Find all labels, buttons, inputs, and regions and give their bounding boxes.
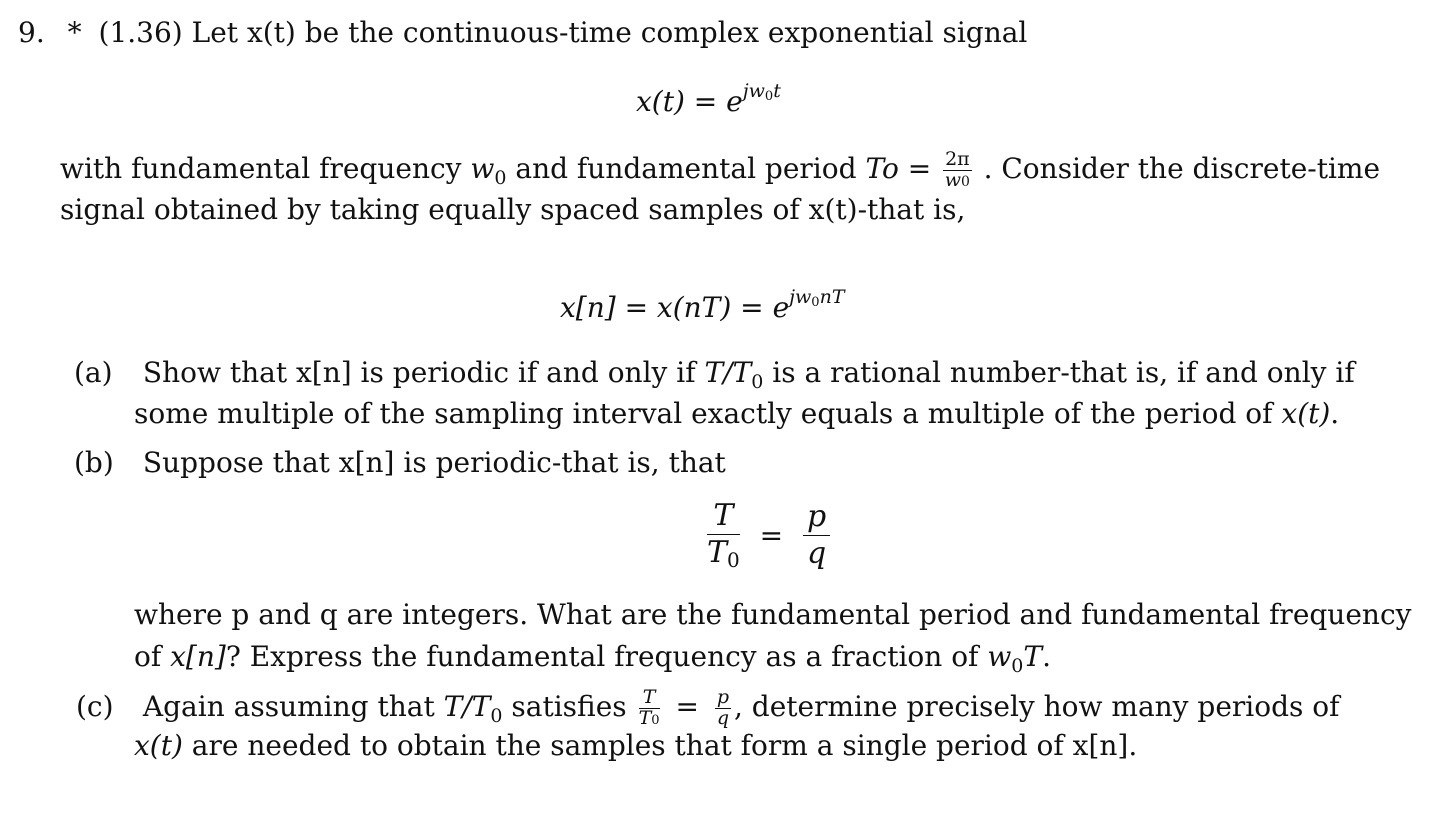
part-b-period-mark: . — [1042, 640, 1051, 673]
equation-xt-exponent — [743, 80, 781, 102]
part-b-w: w — [987, 640, 1012, 673]
equation-xn-exponent — [789, 286, 844, 308]
part-b-equals: = — [759, 518, 784, 552]
equation-xn — [560, 280, 845, 325]
part-c-frac1-den-t: T — [638, 706, 652, 729]
equation-xt — [636, 74, 781, 119]
part-c-satisfies: satisfies — [511, 689, 627, 723]
problem-intro: Let x(t) be the continuous-time complex exponential signal — [191, 16, 1028, 49]
part-b-frac2-den: q — [807, 535, 827, 571]
part-c-frac1-den-sub: 0 — [651, 712, 660, 728]
part-b-xn: x[n] — [170, 640, 226, 673]
equation-xn-lhs: x[n] = x(nT) = — [560, 291, 764, 324]
part-a-ratio — [704, 356, 764, 393]
part-c-line2 — [134, 729, 1137, 763]
part-b-frac1-den-sub: 0 — [727, 547, 740, 572]
part-b-equation — [704, 500, 833, 571]
part-a-line2-text: some multiple of the sampling interval exactly equals a multiple of the period of — [134, 397, 1273, 430]
period-fraction — [943, 150, 972, 191]
part-c-frac1-den — [638, 706, 660, 729]
equation-xn-exp: jw — [789, 286, 812, 308]
period-fraction-den-w: w — [944, 168, 962, 191]
part-b-frac1-num: T — [707, 500, 740, 535]
equation-xn-exp-tail: nT — [819, 286, 845, 308]
part-b-line2: where p and q are integers. What are the fundamental period and fundamental frequency — [134, 598, 1412, 631]
part-a-text-pre: Show that x[n] is periodic if and only if — [142, 356, 696, 389]
part-c-frac2-den: q — [716, 706, 729, 729]
part-a-xt: x(t) — [1281, 397, 1331, 430]
part-b-line1 — [74, 446, 726, 480]
part-b-w0t — [987, 640, 1043, 677]
part-b-of: of — [134, 640, 162, 673]
part-c-xt: x(t) — [134, 729, 183, 762]
equation-xt-base: e — [726, 85, 743, 118]
period-fraction-den-sub: 0 — [961, 173, 970, 190]
to-symbol: To = — [865, 151, 932, 185]
w0-sub: 0 — [494, 166, 507, 189]
part-a-line1 — [74, 356, 1355, 399]
problem-header — [18, 16, 1027, 50]
part-b-frac2-num: p — [803, 501, 830, 536]
fundamental-frequency-line — [60, 150, 1380, 195]
part-c-line2-text: are needed to obtain the samples that form a single period of x[n]. — [191, 729, 1138, 762]
part-a-ratio-math: T/T — [704, 356, 752, 389]
part-c-text-pre: Again assuming that — [142, 689, 435, 723]
part-c-frac1-num: T — [639, 688, 660, 709]
part-c-ratio-sub: 0 — [490, 704, 503, 727]
part-b-T: T — [1023, 640, 1043, 673]
part-c-frac2-num: p — [716, 686, 729, 708]
period-fraction-numerator: 2π — [945, 148, 970, 170]
part-a-period: . — [1330, 397, 1340, 430]
signal-obtained-line: signal obtained by taking equally spaced samples of x(t)-that is, — [60, 193, 966, 226]
problem-number: 9. — [18, 16, 45, 49]
part-c-text-post: , determine precisely how many periods of — [734, 689, 1340, 723]
part-a-ratio-sub: 0 — [751, 371, 764, 393]
text-fundamental-period: and fundamental period — [515, 151, 857, 185]
part-b-frac1-den — [707, 535, 740, 571]
problem-star: * — [67, 16, 82, 49]
equation-xt-exp: jw — [742, 80, 765, 102]
part-a-line2 — [134, 397, 1339, 431]
part-b-frac-t-over-t0 — [707, 500, 740, 571]
w0-w: w — [470, 151, 495, 185]
part-c-frac-t-over-t0 — [639, 688, 660, 729]
equation-xt-exp-sub: 0 — [764, 89, 774, 104]
part-b-label: (b) — [74, 446, 114, 479]
part-b-frac1-den-t: T — [707, 534, 728, 570]
part-a-label: (a) — [74, 356, 113, 389]
part-b-line3 — [134, 640, 1051, 683]
part-b-frac-p-over-q — [803, 501, 830, 569]
text-consider: . Consider the discrete-time — [983, 151, 1381, 185]
part-c-equals: = — [675, 689, 699, 723]
equation-xt-exp-tail: t — [773, 80, 781, 102]
part-a-text-post: is a rational number-that is, if and only if — [772, 356, 1355, 389]
period-fraction-denominator — [943, 168, 972, 191]
part-c-frac-p-over-q — [715, 688, 731, 729]
part-b-express: ? Express the fundamental frequency as a fraction of — [225, 640, 979, 673]
part-b-w-sub: 0 — [1011, 655, 1024, 677]
equation-xt-lhs: x(t) = — [636, 85, 718, 118]
equation-xn-base: e — [772, 291, 790, 324]
part-c-label: (c) — [76, 689, 114, 723]
part-c-ratio-math: T/T — [443, 689, 491, 723]
part-b-line1-text: Suppose that x[n] is periodic-that is, that — [142, 446, 726, 479]
part-c-line1 — [76, 688, 1340, 733]
part-c-ratio — [443, 689, 503, 727]
equation-xn-exp-sub: 0 — [811, 295, 820, 310]
w0-symbol — [470, 151, 507, 189]
problem-reference: (1.36) — [98, 16, 183, 49]
text-fundamental-frequency: with fundamental frequency — [60, 151, 462, 185]
